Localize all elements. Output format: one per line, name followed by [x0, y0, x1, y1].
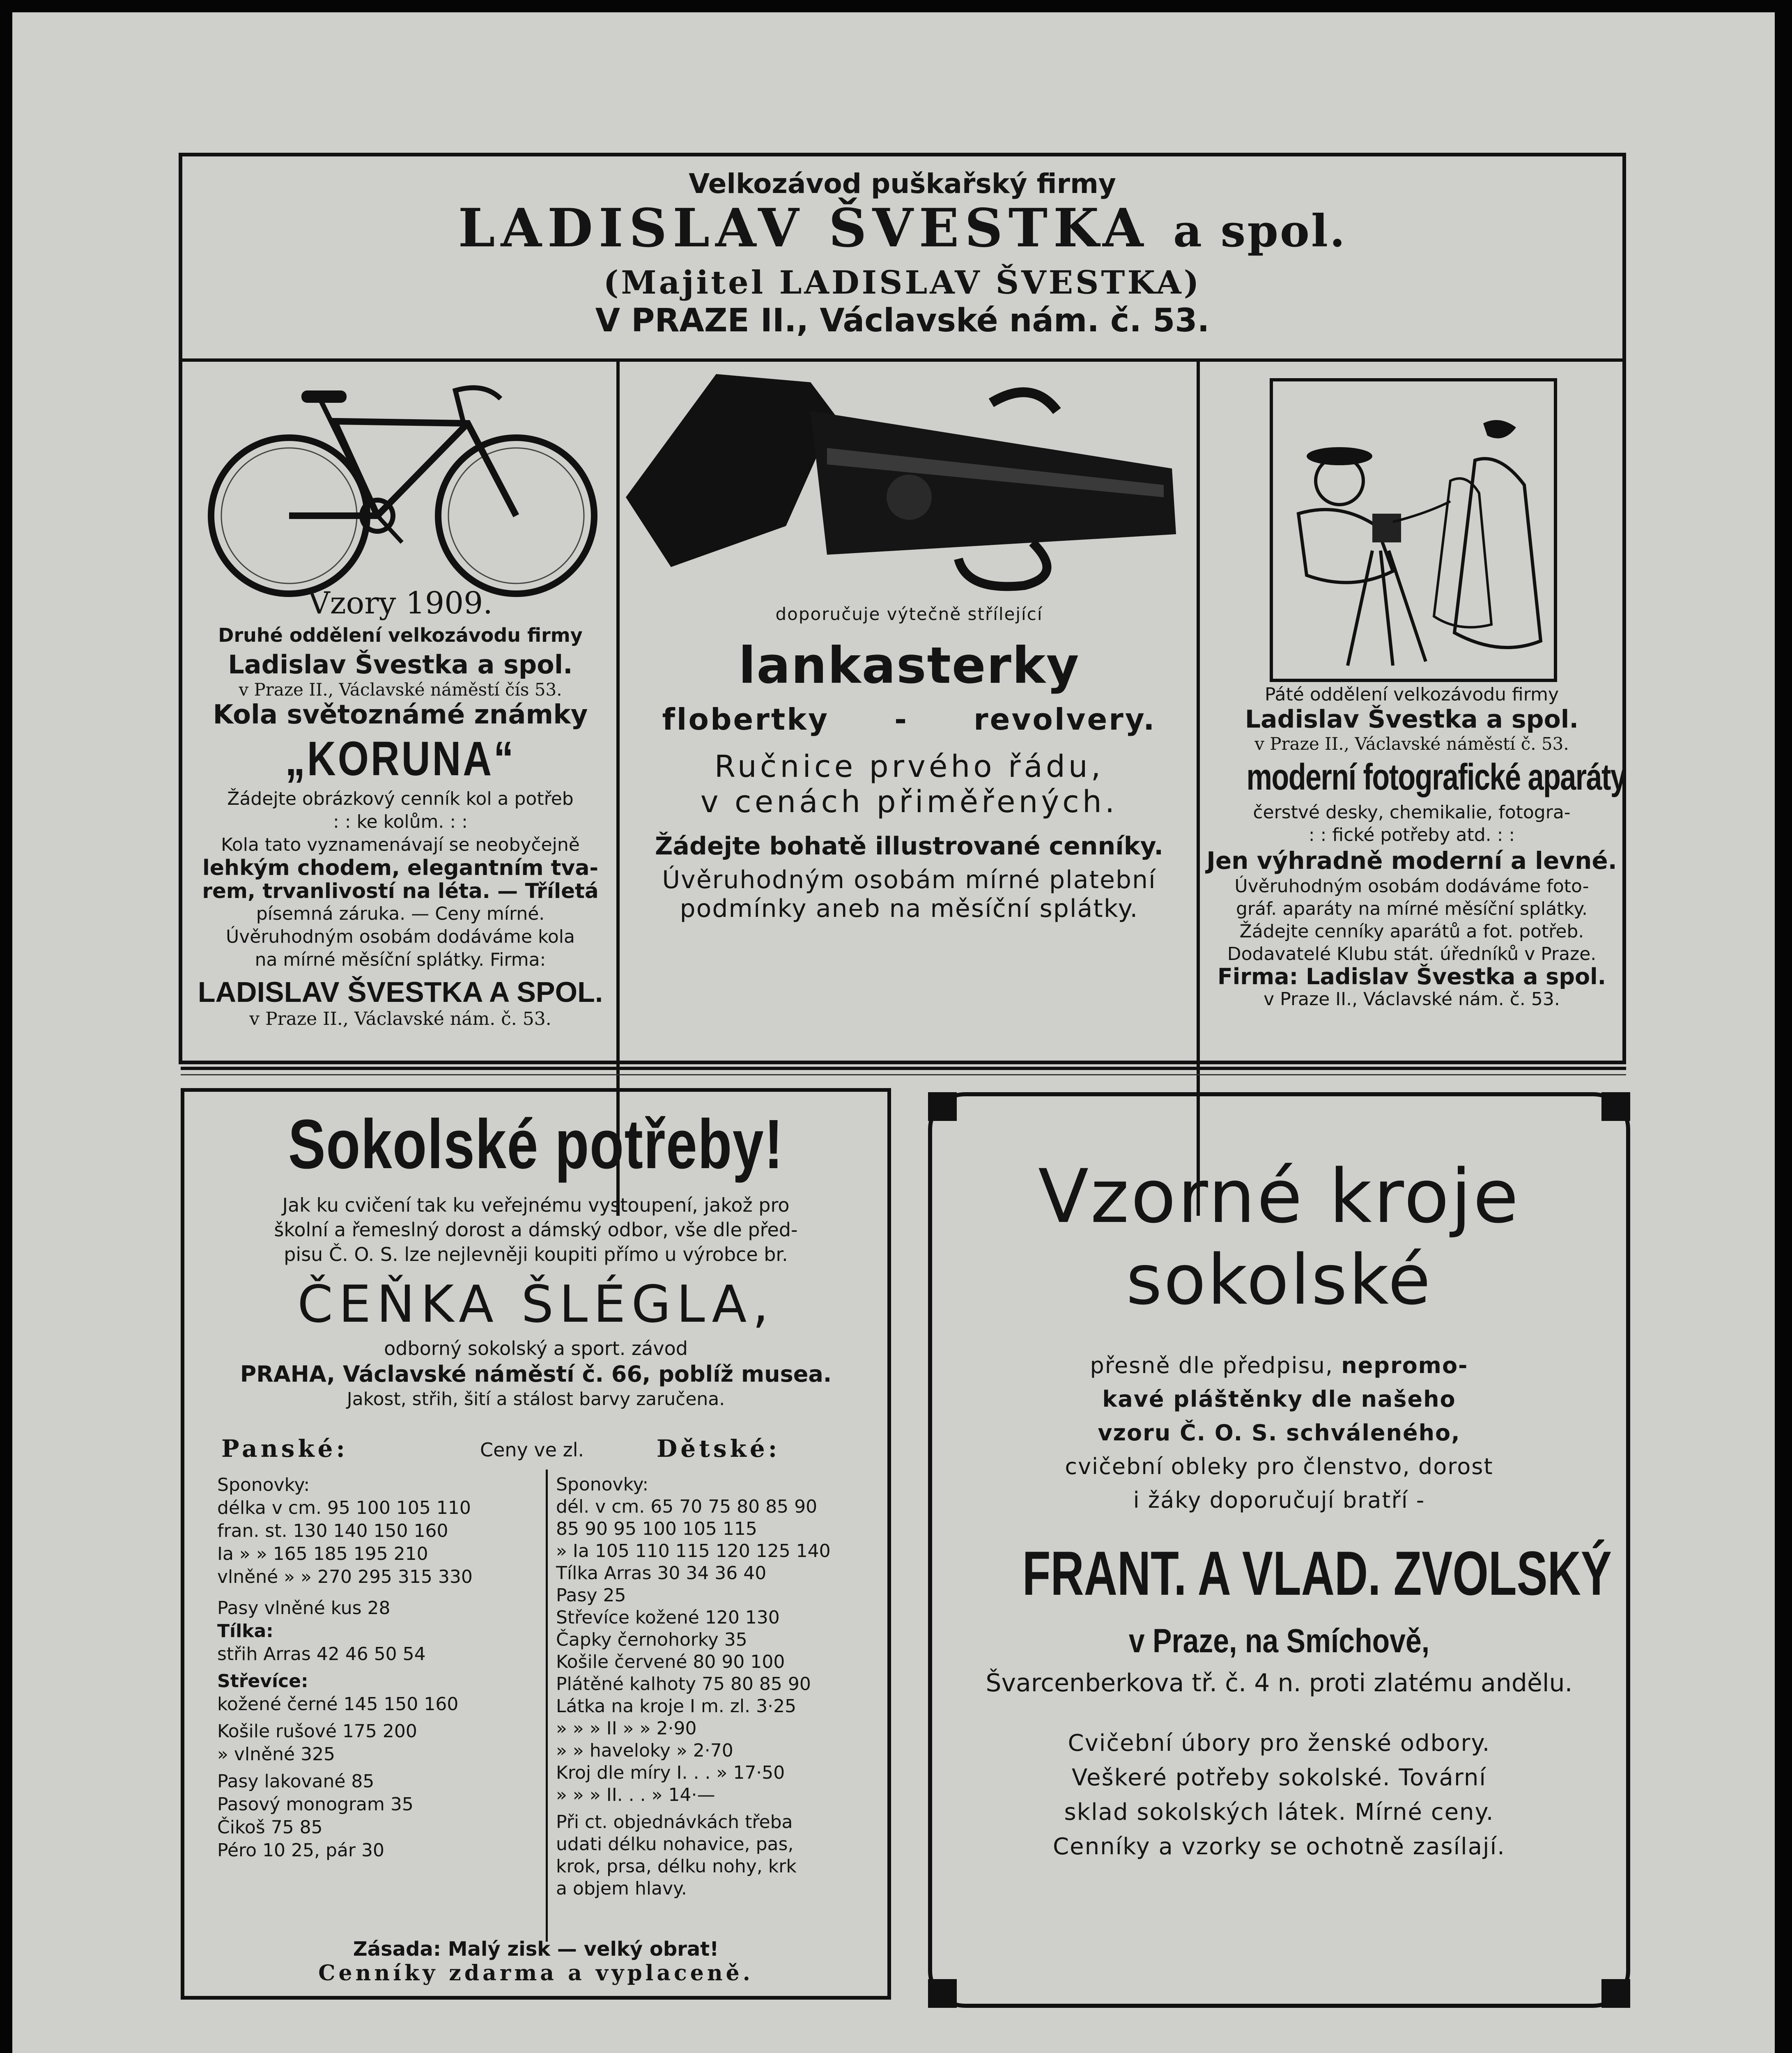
price-row: Pasy lakované 85	[217, 1771, 374, 1792]
corner-ornament	[928, 1092, 957, 1121]
gun-flobertky: flobertky	[662, 702, 829, 737]
photo-firm: Ladislav Švestka a spol.	[1245, 705, 1579, 734]
corner-ornament	[928, 1979, 957, 2008]
intro-line: pisu Č. O. S. lze nejlevněji koupiti přímo u výrobce br.	[284, 1243, 788, 1265]
photo-line: v Praze II., Václavské nám. č. 53.	[1264, 989, 1560, 1010]
photo-headline: moderní fotografické aparáty	[1246, 757, 1626, 798]
photo-line: čerstvé desky, chemikalie, fotogra-	[1253, 802, 1571, 823]
photo-oddeleni: Páté oddělení velkozávodu firmy	[1265, 684, 1559, 705]
price-row: » » haveloky » 2·70	[556, 1740, 733, 1761]
price-row: Čikoš 75 85	[217, 1817, 323, 1838]
price-row: » » » II » » 2·90	[556, 1718, 697, 1739]
brand-koruna: „KORUNA“	[285, 732, 516, 786]
zvolsky-city: v Praze, na Smíchově,	[1128, 1622, 1430, 1660]
header-line1: Velkozávod puškařský firmy	[689, 168, 1116, 200]
kroje-body-line: vzoru Č. O. S. schváleného,	[1098, 1420, 1461, 1446]
divider-rule-thin	[181, 1074, 1626, 1075]
bike-firm-caps: LADISLAV ŠVESTKA A SPOL.	[198, 976, 603, 1008]
detske-heading: Dětské:	[657, 1435, 781, 1463]
price-row: Košile rušové 175 200	[217, 1721, 417, 1742]
bike-line: na mírné měsíční splátky. Firma:	[255, 949, 546, 970]
svestka-header	[182, 156, 1622, 362]
bike-line: Žádejte obrázkový cenník kol a potřeb	[227, 788, 574, 809]
bike-line: písemná záruka. — Ceny mírné.	[256, 903, 545, 924]
photo-line: gráf. aparáty na mírné měsíční splátky.	[1236, 898, 1588, 919]
price-row: 85 90 95 100 105 115	[556, 1518, 757, 1539]
sokol-intro	[184, 1193, 887, 1267]
panske-heading: Panské:	[221, 1435, 348, 1463]
order-note-line: krok, prsa, délku nohy, krk	[556, 1856, 797, 1877]
price-row: Ia » » 165 185 195 210	[217, 1543, 428, 1564]
header-company-name	[182, 197, 1622, 259]
zvolsky-street: Švarcenberkova tř. č. 4 n. proti zlatému andělu.	[986, 1669, 1573, 1697]
shotgun-illustration	[622, 362, 1197, 600]
photo-panel	[1197, 362, 1624, 1216]
gun-products	[622, 702, 1197, 737]
sokol-cenniky: Cenníky zdarma a vyplaceně.	[318, 1961, 754, 1986]
corner-ornament	[1601, 1092, 1630, 1121]
photographer-illustration	[1270, 378, 1557, 682]
footer-line: Veškeré potřeby sokolské. Tovární	[1072, 1764, 1486, 1791]
price-row: kožené černé 145 150 160	[217, 1694, 459, 1715]
kroje-title2: sokolské	[1126, 1240, 1432, 1320]
body-bold: nepromo-	[1341, 1353, 1468, 1378]
bike-line: : : ke kolům. : :	[333, 811, 468, 832]
header-owner: (Majitel LADISLAV ŠVESTKA)	[603, 264, 1202, 301]
price-row: Sponovky:	[556, 1474, 649, 1495]
kroje-body-line	[932, 1349, 1626, 1382]
photo-line: Žádejte cenníky aparátů a fot. potřeb.	[1239, 921, 1584, 942]
corner-ornament	[1601, 1979, 1630, 2008]
gun-dash: -	[894, 702, 909, 737]
header-address: V PRAZE II., Václavské nám. č. 53.	[595, 302, 1210, 339]
footer-line: Cenníky a vzorky se ochotně zasílají.	[1053, 1833, 1505, 1860]
kroje-title1: Vzorné kroje	[1038, 1154, 1520, 1240]
bike-line: Úvěruhodným osobám dodáváme kola	[226, 926, 575, 947]
slegl-sub1: odborný sokolský a sport. závod	[384, 1337, 688, 1359]
order-note-line: udati délku nohavice, pas,	[556, 1834, 794, 1855]
price-row: Střevíce kožené 120 130	[556, 1607, 780, 1628]
photo-line: Jen výhradně moderní a levné.	[1206, 847, 1617, 875]
ceny-heading: Ceny ve zl.	[480, 1439, 584, 1461]
body-text: přesně dle předpisu,	[1090, 1353, 1342, 1378]
photo-line: : : fické potřeby atd. : :	[1308, 824, 1515, 845]
gun-rucnice1: Ručnice prvého řádu,	[714, 749, 1104, 784]
zvolsky-advertisement	[928, 1092, 1630, 2008]
panske-price-list	[217, 1474, 473, 1862]
bike-line: Kola tato vyznamenávají se neobyčejně	[221, 834, 580, 855]
photo-line: Úvěruhodným osobám dodáváme foto-	[1234, 876, 1589, 897]
slegl-name: ČEŇKA ŠLÉGLA,	[297, 1275, 774, 1334]
price-row: Kroj dle míry I. . . » 17·50	[556, 1762, 785, 1783]
intro-line: školní a řemeslný dorost a dámský odbor, vše dle před-	[274, 1219, 798, 1241]
bike-firm: Ladislav Švestka a spol.	[228, 650, 573, 680]
price-row: Čapky černohorky 35	[556, 1629, 747, 1650]
detske-price-list	[556, 1474, 831, 1900]
intro-line: Jak ku cvičení tak ku veřejnému vystoupení, jakož pro	[282, 1194, 790, 1216]
photo-line: Firma: Ladislav Švestka a spol.	[1217, 964, 1606, 990]
bike-kola: Kola světoznámé známky	[213, 700, 588, 730]
gun-rucnice2: v cenách přiměřených.	[700, 784, 1118, 820]
price-row: » Ia 105 110 115 120 125 140	[556, 1541, 831, 1562]
price-row: Pasy vlněné kus 28	[217, 1598, 391, 1619]
kroje-footer	[932, 1726, 1626, 1864]
bike-description	[188, 788, 612, 971]
photo-address: v Praze II., Václavské náměstí č. 53.	[1254, 734, 1569, 754]
gun-revolvery: revolvery.	[974, 702, 1156, 737]
kroje-body-line: cvičební obleky pro členstvo, dorost	[1065, 1454, 1493, 1479]
gun-lankasterky: lankasterky	[738, 636, 1080, 695]
footer-line: Cvičební úbory pro ženské odbory.	[1068, 1730, 1491, 1757]
sokol-title: Sokolské potřeby!	[288, 1105, 784, 1183]
bike-address2: v Praze II., Václavské nám. č. 53.	[249, 1008, 551, 1029]
price-row: » vlněné 325	[217, 1744, 335, 1765]
kroje-body-line: kavé pláštěnky dle našeho	[1102, 1386, 1456, 1412]
bike-address: v Praze II., Václavské náměstí čís 53.	[239, 680, 562, 700]
price-row: střih Arras 42 46 50 54	[217, 1644, 426, 1665]
header-name: LADISLAV ŠVESTKA	[458, 197, 1149, 259]
gun-recommend: doporučuje výtečně střílející	[775, 604, 1043, 624]
column-divider	[546, 1470, 548, 1942]
price-row: Plátěné kalhoty 75 80 85 90	[556, 1674, 811, 1695]
slegl-sub3: Jakost, střih, šití a stálost barvy zaručena.	[347, 1389, 725, 1410]
zvolsky-name: FRANT. A VLAD. ZVOLSKÝ	[1022, 1539, 1612, 1608]
svestka-advertisement	[179, 153, 1626, 1064]
order-note-line: Při ct. objednávkách třeba	[556, 1812, 793, 1833]
price-row: fran. st. 130 140 150 160	[217, 1520, 448, 1541]
bike-line: lehkým chodem, elegantním tva-	[202, 856, 599, 880]
kroje-body	[932, 1349, 1626, 1517]
price-row: Látka na kroje I m. zl. 3·25	[556, 1696, 797, 1717]
bicycle-illustration	[197, 374, 611, 604]
kroje-body-line: i žáky doporučují bratří -	[1133, 1487, 1425, 1513]
bike-oddeleni: Druhé oddělení velkozávodu firmy	[218, 624, 583, 646]
bike-line: rem, trvanlivostí na léta. — Tříletá	[202, 879, 599, 903]
price-row: délka v cm. 95 100 105 110	[217, 1497, 471, 1518]
price-row: Pasový monogram 35	[217, 1794, 414, 1815]
sokol-zasada: Zásada: Malý zisk — velký obrat!	[353, 1938, 719, 1961]
order-note-line: a objem hlavy.	[556, 1878, 687, 1899]
slegl-sub2: PRAHA, Václavské náměstí č. 66, poblíž musea.	[240, 1361, 832, 1387]
gun-uver1: Úvěruhodným osobám mírné platební	[662, 866, 1156, 894]
price-row: dél. v cm. 65 70 75 80 85 90	[556, 1496, 818, 1517]
price-row: Sponovky:	[217, 1474, 310, 1495]
divider-rule	[181, 1067, 1626, 1070]
slegl-advertisement	[181, 1088, 891, 2000]
price-row: Košile červené 80 90 100	[556, 1651, 785, 1672]
gun-uver2: podmínky aneb na měsíční splátky.	[680, 894, 1139, 923]
price-row: vlněné » » 270 295 315 330	[217, 1566, 473, 1587]
bicycle-panel	[188, 362, 620, 1216]
price-row: Péro 10 25, pár 30	[217, 1840, 384, 1861]
price-row: Střevíce:	[217, 1671, 308, 1692]
price-row: Tílka:	[217, 1621, 273, 1642]
photo-line: Dodavatelé Klubu stát. úředníků v Praze.	[1227, 944, 1597, 964]
gun-zadejte: Žádejte bohatě illustrované cenníky.	[655, 832, 1164, 861]
price-row: » » » II. . . » 14·—	[556, 1784, 715, 1805]
price-row: Pasy 25	[556, 1585, 626, 1606]
header-suffix: a spol.	[1173, 205, 1347, 257]
photo-description	[1200, 801, 1624, 1010]
price-row: Tílka Arras 30 34 36 40	[556, 1563, 767, 1584]
vzory-1909: Vzory 1909.	[308, 586, 493, 621]
footer-line: sklad sokolských látek. Mírné ceny.	[1064, 1799, 1494, 1826]
